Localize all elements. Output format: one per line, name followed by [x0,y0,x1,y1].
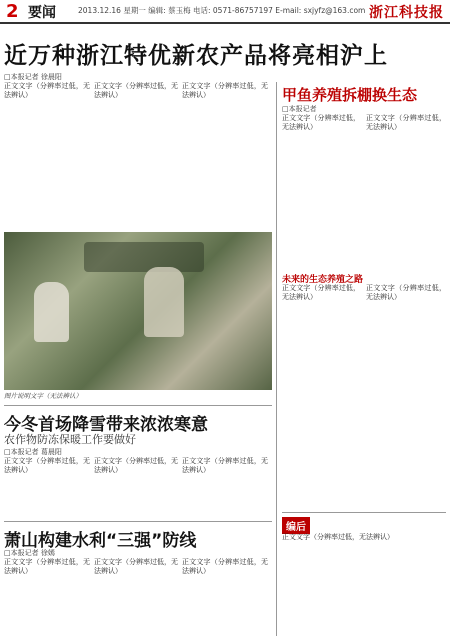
paper-name: 浙江科技报 [369,5,444,21]
right-headline: 甲鱼养殖拆棚换生态 [282,86,418,104]
story2-subtitle: 农作物防冻保暖工作要做好 [4,433,136,446]
story2-column-2: 正文文字（分辨率过低，无法辨认） [94,457,178,474]
right-subhead: 未来的生态养殖之路 [282,275,364,285]
lead-byline: □本报记者 徐晨阳 [4,73,62,81]
story2-column-1: 正文文字（分辨率过低，无法辨认） [4,457,90,474]
story3-byline: □本报记者 徐嫣 [4,549,55,557]
story3-column-3: 正文文字（分辨率过低，无法辨认） [182,558,268,575]
story2-column-3: 正文文字（分辨率过低，无法辨认） [182,457,268,474]
issue-info: 2013.12.16 星期一 编辑: 蔡玉梅 电话: 0571-86757197 E-mail: sxjyfz@163.com [78,6,366,15]
lead-headline: 近万种浙江特优新农产品将亮相沪上 [4,43,388,69]
story2-byline: □本报记者 葛晨阳 [4,448,62,456]
lead-column-3: 正文文字（分辨率过低，无法辨认） [182,82,268,99]
story3-column-2: 正文文字（分辨率过低，无法辨认） [94,558,178,575]
editor-note-text: 正文文字（分辨率过低，无法辨认） [282,533,394,541]
story3-headline: 萧山构建水利“三强”防线 [4,531,197,551]
right-column-1a: 正文文字（分辨率过低，无法辨认） [282,114,360,131]
divider [4,405,272,406]
column-divider [276,82,277,636]
right-column-1b: 正文文字（分辨率过低，无法辨认） [282,284,360,301]
divider [4,521,272,522]
lead-column-1: 正文文字（分辨率过低，无法辨认） [4,82,90,99]
editor-note-label: 编后 [282,517,310,534]
right-column-2b: 正文文字（分辨率过低，无法辨认） [366,284,446,301]
section-title: 要闻 [28,5,56,21]
lead-photo [4,232,272,390]
right-column-2a: 正文文字（分辨率过低，无法辨认） [366,114,446,131]
story2-headline: 今冬首场降雪带来浓浓寒意 [4,415,208,435]
photo-caption: 图片说明文字（无法辨认） [4,392,82,400]
divider [282,512,446,513]
story3-column-1: 正文文字（分辨率过低，无法辨认） [4,558,90,575]
right-byline: □本报记者 [282,105,317,113]
lead-column-2: 正文文字（分辨率过低，无法辨认） [94,82,178,99]
page-number: 2 [6,1,19,22]
